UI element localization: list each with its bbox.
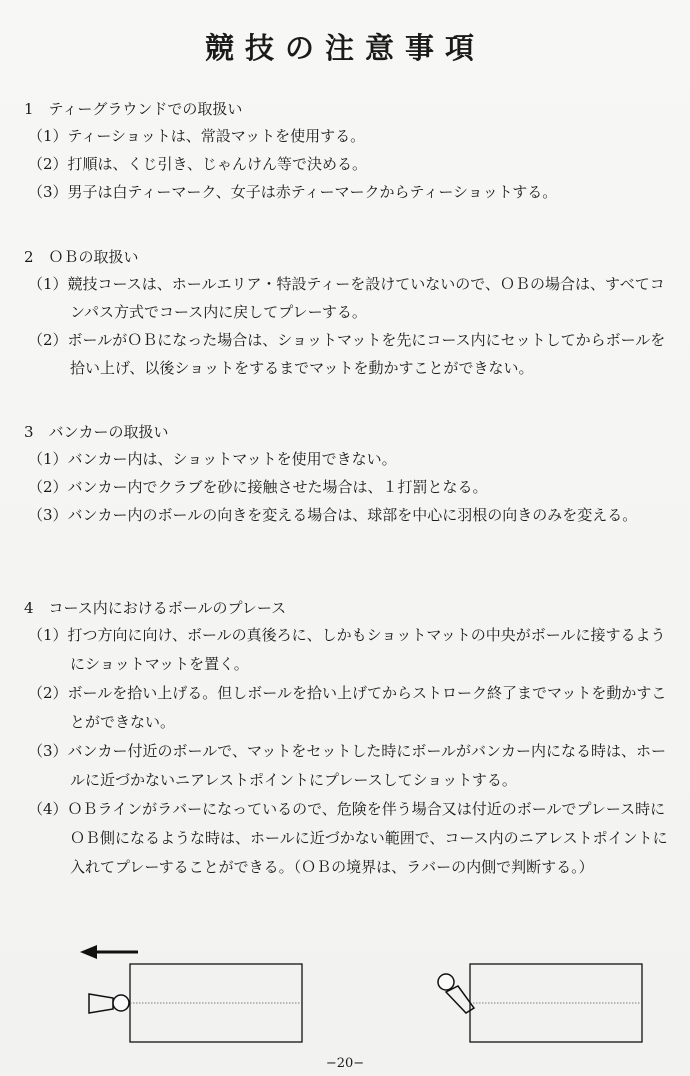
list-item: （3）バンカー内のボールの向きを変える場合は、球部を中心に羽根の向きのみを変える。 xyxy=(28,506,638,524)
list-item: （1）バンカー内は、ショットマットを使用できない。 xyxy=(28,450,397,468)
section-heading: 1 ティーグラウンドでの取扱い xyxy=(24,100,243,118)
list-item: （1）競技コースは、ホールエリア・特設ティーを設けていないので、ＯＢの場合は、すべてコンパス方式でコース内に戻してプレーする。 xyxy=(28,275,665,321)
list-item: （3）男子は白ティーマーク、女子は赤ティーマークからティーショットする。 xyxy=(28,183,558,201)
shot-mat-left xyxy=(130,964,302,1042)
section-heading: 2 ＯＢの取扱い xyxy=(24,248,139,266)
section-heading: 4 コース内におけるボールのプレース xyxy=(24,599,287,617)
list-item: （3）バンカー付近のボールで、マットをセットした時にボールがバンカー内になる時は、ホールに近づかないニアレストポイントにプレースしてショットする。 xyxy=(28,742,667,789)
section-ob xyxy=(24,244,676,382)
arrow-left-icon xyxy=(80,945,138,959)
list-item: （4）ＯＢラインがラバーになっているので、危険を伴う場合又は付近のボールでプレース時にＯＢ側になるような時は、ホールに近づかない範囲で、コース内のニアレストポイントに入れてプレーすることができる。（ＯＢの境界は、ラバーの内側で判断する。） xyxy=(28,800,668,876)
list-item: （1）ティーショットは、常設マットを使用する。 xyxy=(28,127,366,145)
section-heading: 3 バンカーの取扱い xyxy=(24,423,169,441)
list-item: （1）打つ方向に向け、ボールの真後ろに、しかもショットマットの中央がボールに接するようにショットマットを置く。 xyxy=(28,626,666,673)
list-item: （2）ボールがＯＢになった場合は、ショットマットを先にコース内にセットしてからボールを拾い上げ、以後ショットをするまでマットを動かすことができない。 xyxy=(28,331,666,377)
list-item: （2）ボールを拾い上げる。但しボールを拾い上げてからストローク終了までマットを動かすことができない。 xyxy=(28,684,667,731)
section-tee-ground xyxy=(24,96,676,206)
page-number: −20− xyxy=(325,1056,365,1071)
section-ball-placement xyxy=(24,595,676,882)
shuttle-ball-angled-icon xyxy=(438,974,474,1013)
section-bunker xyxy=(24,419,676,529)
shot-mat-right xyxy=(470,964,642,1042)
shot-mat-diagram xyxy=(0,930,690,1060)
list-item: （2）打順は、くじ引き、じゃんけん等で決める。 xyxy=(28,155,367,173)
list-item: （2）バンカー内でクラブを砂に接触させた場合は、１打罰となる。 xyxy=(28,478,488,496)
page-title: 競技の注意事項 xyxy=(204,31,485,65)
shuttle-ball-horizontal-icon xyxy=(89,994,129,1013)
